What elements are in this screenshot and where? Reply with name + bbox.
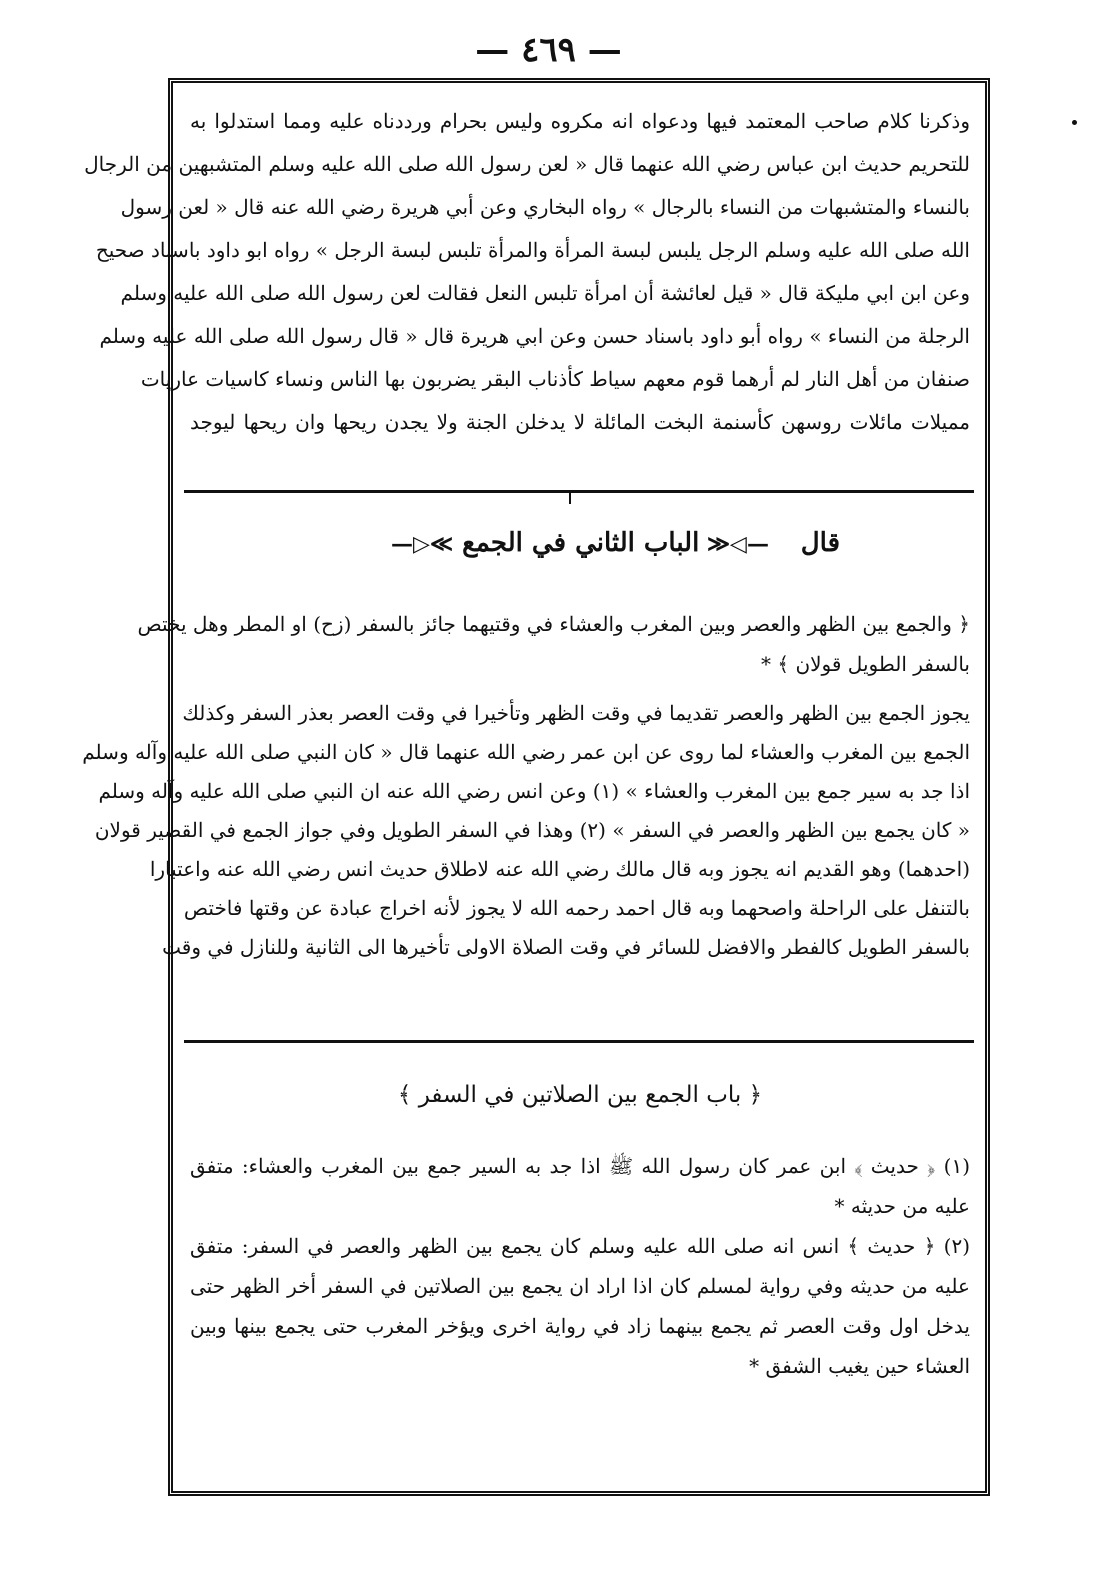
note-line: عليه من حديثه * [834, 1194, 970, 1218]
note-line: (١) ﴿ حديث ﴾ ابن عمر كان رسول الله ﷺ اذا جد به السير جمع بين المغرب والعشاء: متفق [190, 1154, 970, 1178]
note-line: يدخل اول وقت العصر ثم يجمع بينهما زاد في رواية اخرى ويؤخر المغرب حتى يجمع بينها وبين [190, 1314, 970, 1338]
sharh-line: « كان يجمع بين الظهر والعصر في السفر » (٢) وهذا في السفر الطويل وفي جواز الجمع في القصير قولان [94, 818, 970, 842]
sharh-line: اذا جد به سير جمع بين المغرب والعشاء » (١) وعن انس رضي الله عنه ان النبي صلى الله عليه وآله وسلم [98, 779, 970, 803]
takhrij-title: ﴿ باب الجمع بين الصلاتين في السفر ﴾ [397, 1082, 763, 1108]
matn-line: ﴿ والجمع بين الظهر والعصر وبين المغرب والعشاء في وقتيهما جائز بالسفر (زح) او المطر وهل يختص [137, 612, 970, 636]
matn-text [137, 604, 970, 684]
ornament-right-icon: —◁≪ [699, 531, 769, 557]
matn-line: بالسفر الطويل قولان ﴾ * [761, 652, 970, 676]
section-divider [184, 1040, 974, 1043]
sharh-line: الجمع بين المغرب والعشاء لما روى عن ابن عمر رضي الله عنهما قال « كان النبي صلى الله عليه وآله وسلم [82, 740, 970, 764]
chapter-heading [190, 520, 970, 570]
note-line: (٢) ﴿ حديث ﴾ انس انه صلى الله عليه وسلم كان يجمع بين الظهر والعصر في السفر: متفق [190, 1234, 970, 1258]
commentary-line: للتحريم حديث ابن عباس رضي الله عنهما قال « لعن رسول الله صلى الله عليه وسلم المتشبهين من الرجال [84, 152, 970, 176]
qala-label: قال [800, 528, 840, 558]
page-number: — ٤٦٩ — [475, 30, 622, 70]
ornament-left-icon: ≫▷— [391, 531, 453, 557]
commentary-line: الرجلة من النساء » رواه أبو داود باسناد حسن وعن ابي هريرة قال « قال رسول الله صلى الله عليه وسلم [99, 324, 970, 348]
sharh-line: (احدهما) وهو القديم انه يجوز وبه قال مالك رضي الله عنه لاطلاق حديث انس رضي الله عنه واعتبارا [149, 857, 970, 881]
sharh-line: يجوز الجمع بين الظهر والعصر تقديما في وقت الظهر وتأخيرا في وقت العصر بعذر السفر وكذلك [182, 701, 970, 725]
note-line: عليه من حديثه وفي رواية لمسلم كان اذا اراد ان يجمع بين الصلاتين في السفر أخر الظهر حتى [190, 1274, 970, 1298]
note-line: العشاء حين يغيب الشفق * [749, 1354, 970, 1378]
sharh-line: بالسفر الطويل كالفطر والافضل للسائر في وقت الصلاة الاولى تأخيرها الى الثانية وللنازل في وقت [162, 935, 970, 959]
commentary-line: بالنساء والمتشبهات من النساء بالرجال » رواه البخاري وعن أبي هريرة رضي الله عنه قال « لعن رسول [120, 195, 970, 219]
sharh-line: بالتنفل على الراحلة واصحهما وبه قال احمد رحمه الله لا يجوز لأنه اخراج عبادة عن وقتها فاختص [183, 896, 970, 920]
commentary-line: وعن ابن ابي مليكة قال « قيل لعائشة أن امرأة تلبس النعل فقالت لعن رسول الله صلى الله عليه وسلم [120, 281, 970, 305]
commentary-line: صنفان من أهل النار لم أرهما قوم معهم سياط كأذناب البقر يضربون بها الناس ونساء كاسيات عاريات [140, 367, 970, 391]
commentary-top [84, 100, 970, 444]
commentary-line: مميلات مائلات روسهن كأسنمة البخت المائلة لا يدخلن الجنة ولا يجدن ريحها وان ريحها ليوجد [190, 410, 970, 434]
commentary-line: الله صلى الله عليه وسلم الرجل يلبس لبسة المرأة والمرأة تلبس لبسة الرجل » رواه ابو داود باسناد صحيح [95, 238, 970, 262]
chapter-title: الباب الثاني في الجمع [462, 528, 700, 558]
sharh-text [82, 694, 970, 967]
margin-dot [1072, 120, 1077, 125]
chapter-title-wrap [190, 528, 970, 558]
commentary-line: وذكرنا كلام صاحب المعتمد فيها ودعواه انه مكروه وليس بحرام ورددناه عليه ومما استدلوا به [190, 109, 970, 133]
takhrij-notes [190, 1146, 970, 1386]
section-divider [184, 490, 974, 493]
